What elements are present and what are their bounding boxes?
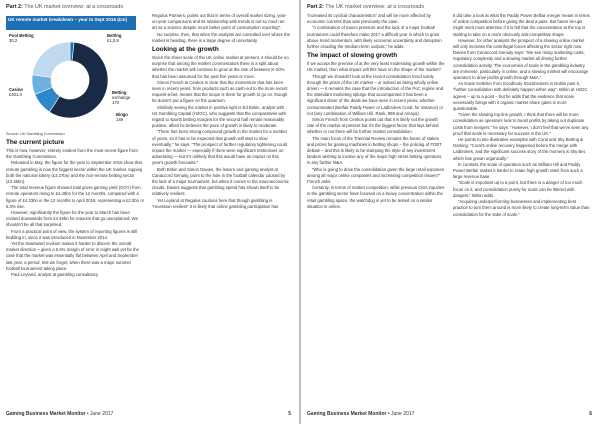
paragraph: However, significantly the figure for the year to March has been revised downwards from £4.46bn for reasons that go unexplained. We shouldn't be all that surprised. xyxy=(6,210,138,228)
paragraph: Simon French at Cenkos is clear that the momentum that has been seen in recent years, from products such as cash-out to the more recent request-a-bet, means that the scope is there for growth to go on, though he doesn't put a figure on the quantum. xyxy=(152,79,288,104)
paragraph: “A combination of macro pressure and the lack of a major football tournament could therefore make 2017 a difficult year in which to grow above trend momentum, with likely economic uncertainty and disruption further clouding the medium-term outlook,” he adds. xyxy=(307,25,442,50)
paragraph: Paul Leyland, analyst at gambling consultancy xyxy=(11,272,99,278)
paragraph: “There has been strong compound growth in the market for a number of years, so it has to be expected that growth will start to slow eventually,” he says. “The prospect of further regulatory tightening could impact the market — especially if there were significant restrictions on advertising — but it's unlikely that this would have an impact on this year's growth forecasts.” xyxy=(152,129,288,166)
paragraph: If we accept the premise of at the very least moderating growth within the UK market, then what impact will this have on the shape of the market? xyxy=(307,61,445,73)
pie-label-bingo: Bingo 149 xyxy=(116,112,128,122)
running-head-title: The UK market overview: at a crossroads xyxy=(24,4,124,10)
paragraph: In contrast, the scale of operators such as William Hill and Paddy Power Betfair makes it harder to retain high growth rates from such a large revenue base. xyxy=(453,161,583,180)
paragraph: From a practical point of view, the system of reporting figures is still bedding in, since it was introduced in November 2014. xyxy=(6,228,138,240)
footer-date: • June 2017 xyxy=(86,411,114,417)
chart-title: UK remote market breakdown – year to Sept 2016 (£m) xyxy=(6,16,136,30)
right-page xyxy=(301,0,600,424)
paragraph: “Who is going to drive the consolidation given the large retail exposure among all major online companies and increasing competition issues?” French asks. xyxy=(307,166,445,185)
footer-pub-name: Gaming Business Market Monitor xyxy=(307,411,387,417)
paragraph: As Gavin Kelleher from Goodbody Stockbrokers in Dublin puts it, “further consolidation with definitely happen either way”. Birkin at H2GC agrees – up to a point – but he adds that the evidence that scale necessarily brings with it organic market share gains is more questionable. xyxy=(453,81,588,112)
left-column-1 xyxy=(6,13,144,408)
paragraph: “Scale is important up to a point, but there is a danger of too much focus on it, and consolidation purely for scale can be littered with dangers,” Birkin adds. xyxy=(453,180,583,198)
footer-publication xyxy=(6,411,113,417)
paragraph: This is how, however, entirely evident from the most recent figure from the Gambling Commission. xyxy=(6,148,138,160)
running-head-title: The UK market overview: at a crossroads xyxy=(325,4,425,10)
paragraph: “increased its cyclical characteristics” and will be more affected by economic currents than was previously the case. xyxy=(307,13,431,25)
running-head xyxy=(6,4,123,10)
running-head-section: Part 2: xyxy=(307,4,324,10)
footer-pub-name: Gaming Business Market Monitor xyxy=(6,411,86,417)
section-heading: The current picture xyxy=(6,139,65,146)
paragraph: The main focus of the Triennial Review remains the future of stakes and prizes for gaming machines in betting shops – the policing of FOBT debate – and this is likely to be stamping the style of any investment tandem wishing to involve any of the major high street betting operators in any further M&A. xyxy=(307,135,442,166)
paragraph: Released in May, the figure for the year to September 2016 show that remote gambling is now the biggest sector within the UK market, topping both the national lottery (£3.27bn) and the non-remote betting sector (£3.45bn). xyxy=(6,160,143,185)
paragraph: The total revenue figure showed total gross gaming yield (GGY) from remote operators rising to £4.46bn for the 12 months, compared with a figure of £4.23bn in the 12 months to April 2016, representing a £2.0bn or 5.3% rise. xyxy=(6,185,144,209)
paragraph: Similarly seeing the market in positive light is Ed Birkin, analyst with H2 Gambling Capital (H2GC), who suggests that the comparatives with regard to sports betting margins for the second half remain reasonably positive, albeit he believes the pace of growth is likely to moderate. xyxy=(152,104,286,129)
paragraph: It did take a look at what the Paddy Power Betfair merger meant in terms of online competition before giving the deal a pass. But future tie-ups might merit more attention if it is felt that the concentration at the top is starting to take on a more obviously anti-competitive shape. xyxy=(453,13,590,37)
pie-label-casino: Casino £401.3 xyxy=(9,87,23,97)
page-number: 6 xyxy=(589,411,592,417)
paragraph: Yet Leyland at Regulus cautions here that though gambling is “recession resilient” it is likely that online gambling participation has xyxy=(152,197,279,209)
section-heading: The impact of slowing growth xyxy=(307,52,398,60)
pie-label-betting: Betting £1,0.8 xyxy=(107,33,122,43)
page-footer xyxy=(6,411,291,419)
paragraph: Certainly, in terms of market competition, while previous CMA inquiries in the gambling sector have focused on a heavy concentration within the retail gambling space, the watchdog is yet to be tested on a similar situation in online. xyxy=(307,185,445,209)
running-head xyxy=(307,4,424,10)
paragraph: Given the sheer scale of the UK online market at present, it should be no surprise that among the market commentators there is a split about whether the market will continue to grow at the rate of between 8–20% that has been assumed for the past five years or more. xyxy=(152,55,289,79)
paragraph: No surprise, then, that when the analysts are consulted over where the market is heading, there is a large degree of uncertainty. xyxy=(152,31,290,43)
paragraph: Simon French from Cenkos points out that it is likely not the growth rate of the market at present but it's the biggest factor that lays behind whether or not there will be further market consolidation. xyxy=(307,117,439,135)
paragraph: Both Birkin and Simon Davies, the leisure and gaming analyst at Canaccord Genuity, point to the hole in the football calendar caused by the lack of a major tournament, but when it comes to the macroeconomic clouds, Davies suggests that gambling spend has shown itself to be relatively resilient. xyxy=(152,166,290,197)
pie-label-betting-exchange: Betting exchange 170 xyxy=(112,90,131,105)
running-head-section: Part 2: xyxy=(6,4,23,10)
right-column-2 xyxy=(453,13,591,408)
footer-publication xyxy=(307,411,414,417)
pie-chart xyxy=(6,16,136,130)
paragraph: He points to two illustrative examples with Coral and Sky Betting & Gaming. “Coral's online recovery happened before the merge with Ladbrokes, and the significant success story of the moment is Sky Bet, which has grown organically.” xyxy=(453,137,586,161)
paragraph: Though we shouldn't look at the recent consolidation trend solely through the prism of the UK market – or indeed as being wholly online driven — it remains the case that the introduction of the PoC regime and the attendant marketing splurge that accompanied it has been a significant driver of the deals we have seen in recent years, whether consummated (Betfair Paddy Power or Ladbrokes Coral, for instance) or not (any combination of William Hill, Rank, 888 and Amaya). xyxy=(307,73,444,116)
paragraph: However, for other analysts the prospect of a slowing online market will only increase the centrifugal forces affecting the sector right now. Davies from Canaccord Genuity says: “We see rising marketing costs, regulatory complexity and a slowing market all driving further consolidation activity. The economies of scale in the gambling industry are immense, particularly in online, and a slowing market will encourage operators to drive profits growth through M&A.” xyxy=(453,37,589,81)
pie-slice-casino xyxy=(32,42,70,77)
page-number: 5 xyxy=(288,411,291,417)
left-page xyxy=(0,0,299,424)
pie-label-pool-betting: Pool Betting 30.2 xyxy=(9,33,34,43)
paragraph: “Given the slowing top-line growth, I think that there will be more consolidation as operators look to boost profits by taking out duplicate costs from mergers,” he says. “However, I don't feel that we've seen any proof that scale is necessary for success in the UK.” xyxy=(453,112,589,136)
left-column-2 xyxy=(152,13,290,408)
paragraph: Yet the downward revision makes it harder to discern the overall market direction – given a 5.5% margin of error in might well yet be the case that the market was essentially flat between April and September last year, a period, lest we forget, when there was a major summer football tournament taking place. xyxy=(6,241,139,271)
paragraph: Regulus Partners, points out that in terms of overall market sizing, year-on-year comparisons and its relationship with trends is not so much an art as a science despite much better point of consumption reporting". xyxy=(152,13,287,31)
footer-date: • June 2017 xyxy=(387,411,415,417)
chart-source: Source: UK Gambling Commission xyxy=(6,132,65,136)
section-heading: Looking at the growth xyxy=(152,46,219,54)
paragraph: “Acquiring underperforming businesses and implementing best practice to turn them around is more likely to create long-term value than consolidation for the sake of scale.” xyxy=(453,199,590,217)
page-footer xyxy=(307,411,592,419)
right-column-1 xyxy=(307,13,445,408)
